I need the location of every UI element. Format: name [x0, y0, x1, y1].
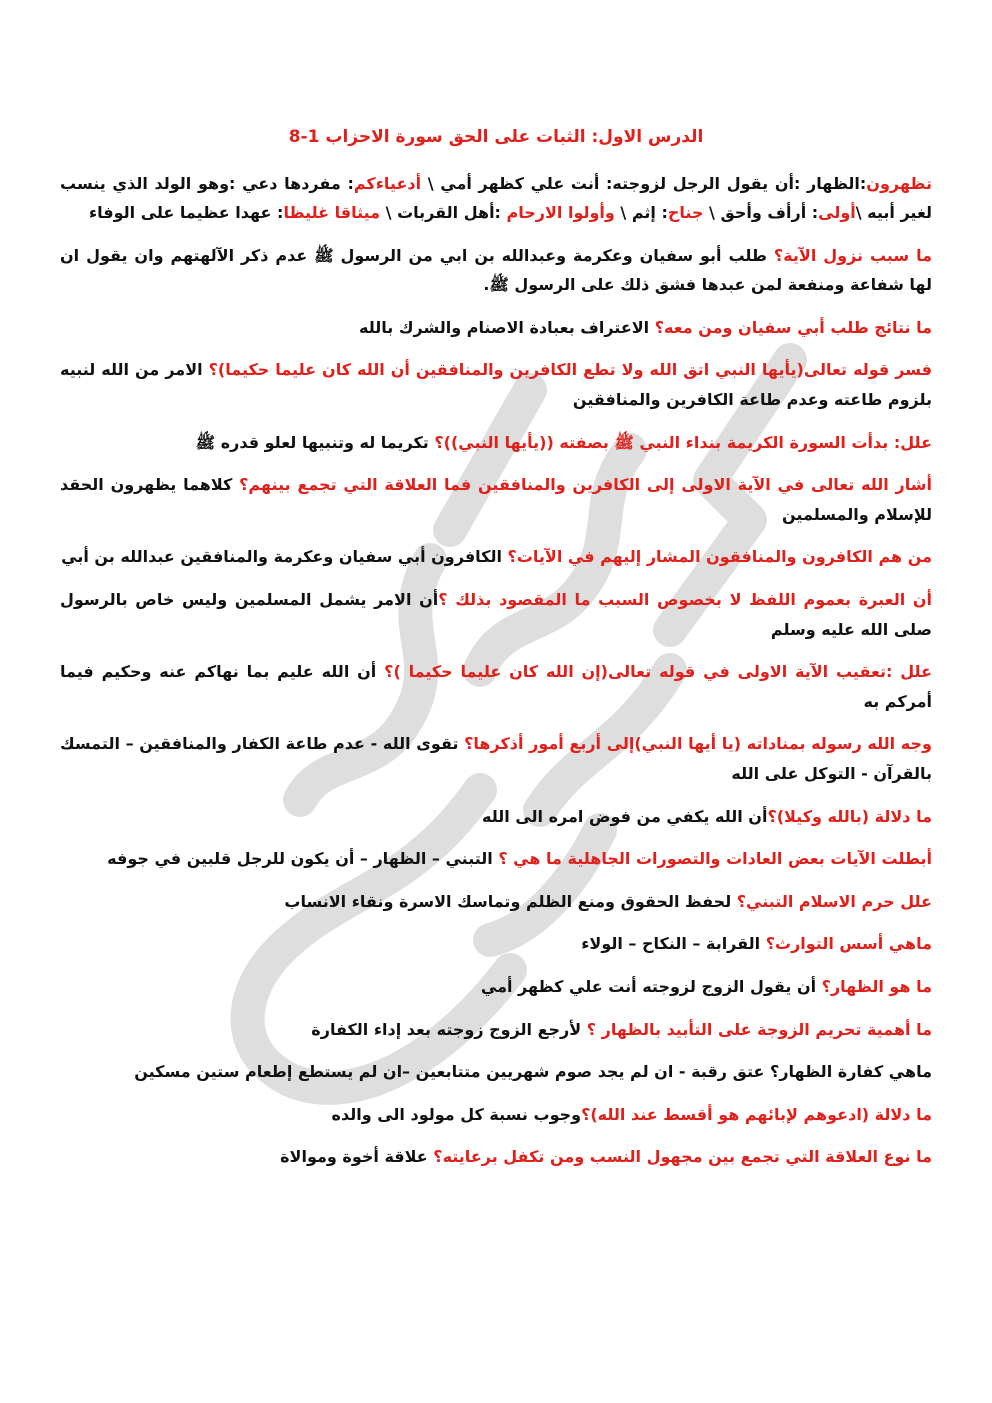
answer: ماهي كفارة الظهار؟ عتق رقبة - ان لم يجد صوم شهريين متتابعين –ان لم يستطع إطعام ستين مسكين: [134, 1062, 932, 1082]
qa-item: [60, 313, 932, 343]
question: فسر قوله تعالى(يأيها النبي اتق الله ولا تطع الكافرين والمنافقين أن الله كان عليما حكيما)؟: [208, 360, 933, 380]
answer: لأرجع الزوج زوجته بعد إداء الكفارة: [311, 1019, 587, 1039]
question: علل :تعقيب الآية الاولى في قوله تعالى(إن الله كان عليما حكيما )؟: [384, 662, 933, 682]
answer: تكريما له وتنبيها لعلو قدره ﷺ: [195, 432, 435, 452]
qa-item: [60, 972, 932, 1002]
question: ما نتائج طلب أبي سفيان ومن معه؟: [654, 317, 932, 337]
question: ما هو الظهار؟: [821, 976, 932, 996]
vocab-term: أولى: [818, 203, 856, 223]
question: ما نوع العلاقة التي تجمع بين مجهول النسب ومن تكفل برعايته؟: [433, 1147, 932, 1167]
answer: أن يقول الزوج لزوجته أنت علي كظهر أمي: [480, 976, 822, 996]
answer: أن الله يكفي من فوض امره الى الله: [482, 806, 768, 826]
answer: تقوى الله - عدم طاعة الكفار والمنافقين – التمسك بالقرآن - التوكل على الله: [60, 734, 932, 783]
question: أشار الله تعالى في الآية الاولى إلى الكافرين والمنافقين فما العلاقة التي تجمع بينهم؟: [239, 475, 932, 495]
answer: وجوب نسبة كل مولود الى والده: [331, 1104, 582, 1124]
vocabulary-paragraph: [60, 169, 932, 228]
vocab-term: جناح: [667, 203, 704, 223]
qa-item: [60, 428, 932, 458]
question: ما دلالة (بالله وكيلا)؟: [767, 806, 932, 826]
vocab-definition: : أرأف وأحق \: [703, 203, 819, 223]
vocab-definition: : عهدا عظيما على الوفاء: [88, 203, 284, 223]
qa-item: [60, 542, 932, 572]
qa-item: [60, 887, 932, 917]
vocab-term: تظهرون: [866, 173, 933, 193]
question: أن العبرة بعموم اللفظ لا بخصوص السبب ما المقصود بذلك ؟: [438, 590, 933, 610]
question: ما أهمية تحريم الزوجة على التأبيد بالظهار ؟: [586, 1019, 932, 1039]
question: وجه الله رسوله بمناداته (يا أيها النبي)إلى أربع أمور أذكرها؟: [464, 734, 932, 754]
question: أبطلت الآيات بعض العادات والتصورات الجاهلية ما هي ؟: [498, 849, 932, 869]
vocab-definition: : إثم \: [614, 203, 668, 223]
document-page: [60, 125, 932, 1185]
answer: لحفظ الحقوق ومنع الظلم وتماسك الاسرة ونقاء الانساب: [284, 891, 737, 911]
qa-item: [60, 1015, 932, 1045]
qa-item: [60, 585, 932, 644]
qa-item: [60, 1100, 932, 1130]
qa-item: [60, 657, 932, 716]
answer: أن الله عليم بما نهاكم عنه وحكيم فيما أمركم به: [60, 662, 932, 711]
answer: علاقة أخوة وموالاة: [280, 1147, 434, 1167]
question: ما سبب نزول الآية؟: [773, 245, 933, 265]
vocab-term: وأولوا الارحام: [506, 203, 615, 223]
vocab-term: أدعياءكم: [353, 173, 422, 193]
qa-item: [60, 470, 932, 529]
answer: الاعتراف بعبادة الاصنام والشرك بالله: [359, 317, 655, 337]
answer: طلب أبو سفيان وعكرمة وعبدالله بن ابي من الرسول ﷺ عدم ذكر الآلهتهم وان يقول ان لها شفاعة ومنفعة لمن عبدها فشق ذلك على الرسول ﷺ.: [60, 245, 932, 295]
vocab-definition: :أهل القربات \: [380, 203, 507, 223]
qa-item: [60, 729, 932, 788]
qa-item: [60, 355, 932, 414]
question: علل حرم الاسلام التبني؟: [736, 891, 932, 911]
answer: الامر من الله لنبيه بلزوم طاعته وعدم طاعة الكافرين والمنافقين: [60, 360, 932, 410]
qa-item: [60, 1057, 932, 1087]
vocab-definition: : مفردها دعي :وهو الولد الذي ينسب لغير أبيه \: [60, 173, 932, 223]
qa-item: [60, 1142, 932, 1172]
qa-item: [60, 844, 932, 874]
lesson-title: الدرس الاول: الثبات على الحق سورة الاحزاب 1-8: [288, 127, 704, 147]
answer: أن الامر يشمل المسلمين وليس خاص بالرسول صلى الله عليه وسلم: [60, 590, 932, 639]
vocab-definition: :الظهار :أن يقول الرجل لزوجته: أنت علي كظهر أمي \: [421, 173, 867, 193]
vocab-term: ميثاقا غليظا: [283, 203, 381, 223]
qa-item: [60, 241, 932, 300]
answer: كلاهما يظهرون الحقد للإسلام والمسلمين: [60, 475, 932, 524]
question: ماهي أسس التوارث؟: [765, 934, 932, 954]
answer: الكافرون أبي سفيان وعكرمة والمنافقين عبدالله بن أبي: [61, 547, 508, 567]
question: ما دلالة (ادعوهم لإبائهم هو أقسط عند الله)؟: [581, 1104, 932, 1124]
qa-item: [60, 929, 932, 959]
question: علل: بدأت السورة الكريمة بنداء النبي ﷺ بصفته ((يأيها النبي))؟: [434, 432, 932, 452]
question: من هم الكافرون والمنافقون المشار إليهم في الآيات؟: [507, 547, 932, 567]
answer: التبني – الظهار – أن يكون للرجل قلبين في جوفه: [107, 849, 499, 869]
answer: القرابة – النكاح – الولاء: [581, 934, 766, 954]
qa-item: [60, 802, 932, 832]
